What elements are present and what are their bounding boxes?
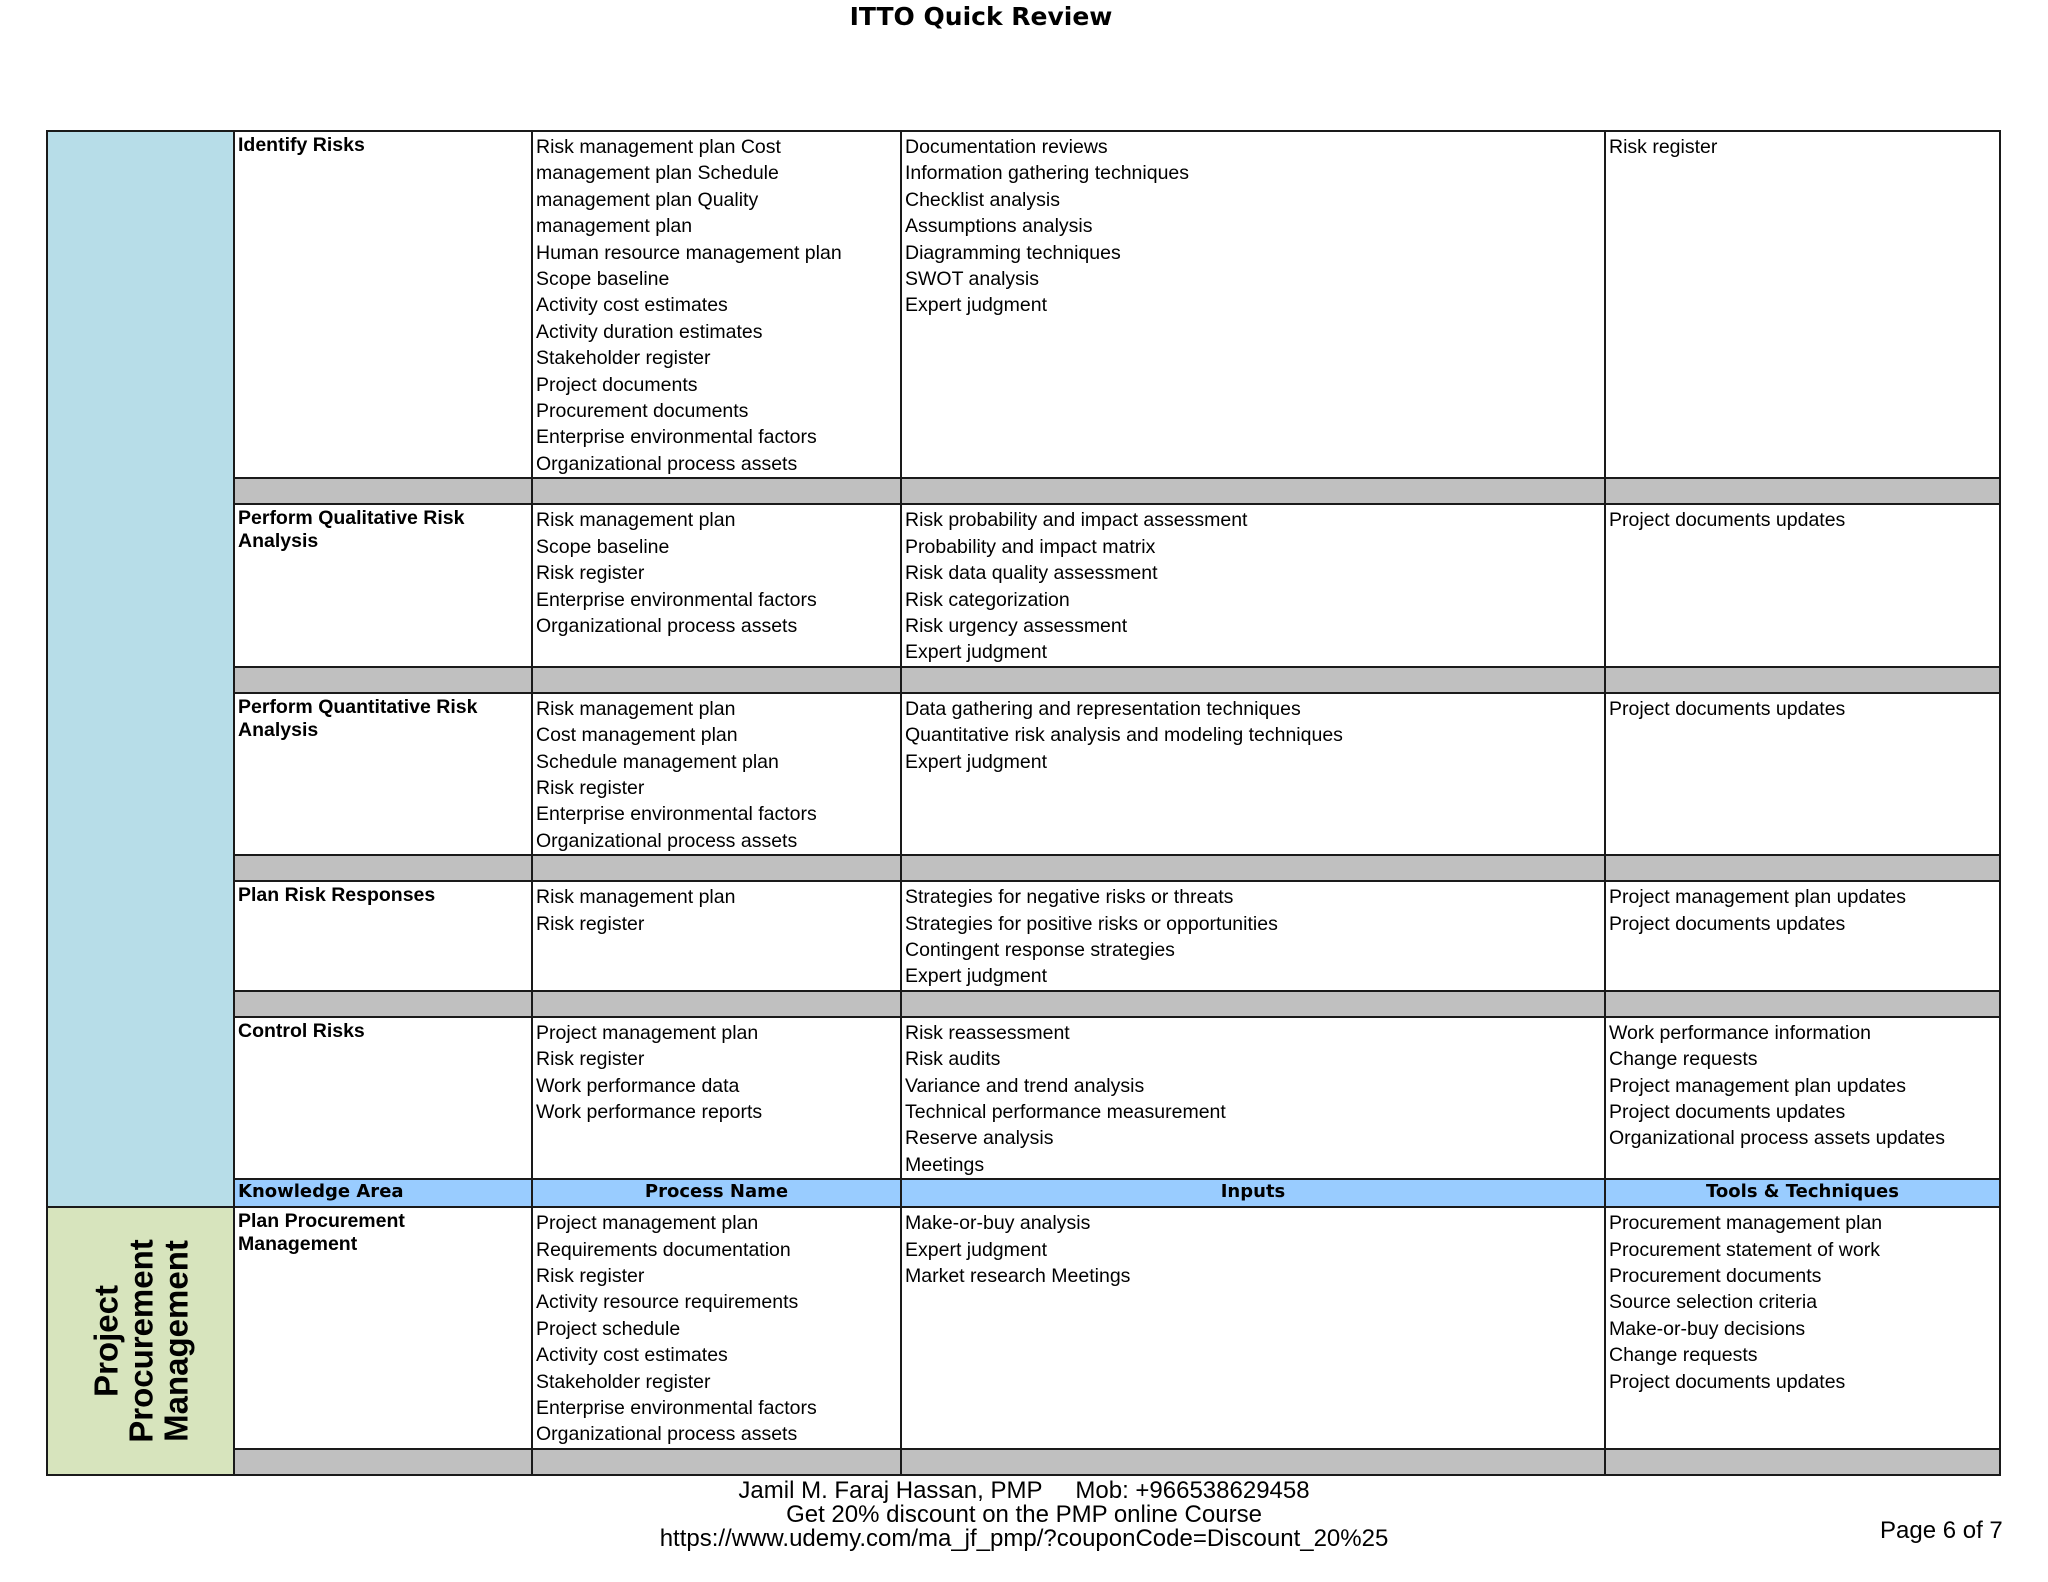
list-item: Diagramming techniques (905, 241, 1121, 264)
list-item: Project schedule (536, 1317, 681, 1340)
tools-cell (901, 131, 1605, 478)
table-row (47, 1017, 2000, 1179)
footer-url[interactable]: https://www.udemy.com/ma_jf_pmp/?couponCode=Discount_20%25 (659, 1525, 1389, 1552)
list-item: Risk register (536, 1265, 645, 1288)
list-item: Probability and impact matrix (905, 535, 1156, 558)
header-knowledge-area: Knowledge Area (234, 1179, 532, 1207)
list-item: Organizational process assets (536, 614, 798, 637)
footer-promo: Get 20% discount on the PMP online Course (786, 1501, 1262, 1528)
list-item: Organizational process assets updates (1609, 1127, 1946, 1150)
risk-knowledge-area-cell (47, 131, 234, 1207)
list-item: Scope baseline (536, 535, 670, 558)
tools-cell (901, 504, 1605, 666)
outputs-cell (1605, 1207, 2000, 1449)
list-item: Enterprise environmental factors (536, 1397, 817, 1420)
separator-row (47, 991, 2000, 1017)
list-item: Enterprise environmental factors (536, 588, 817, 611)
procurement-knowledge-area-cell (47, 1207, 234, 1475)
list-item: Risk register (536, 1048, 645, 1071)
separator-row (47, 478, 2000, 504)
separator-row (47, 855, 2000, 881)
list-item: Meetings (905, 1153, 985, 1176)
list-item: Data gathering and representation techniques (905, 697, 1301, 720)
list-item: Assumptions analysis (905, 215, 1093, 238)
inputs-cell (532, 131, 901, 478)
list-item: Expert judgment (905, 294, 1047, 317)
knowledge-area-label (88, 1239, 193, 1443)
list-item: Risk probability and impact assessment (905, 509, 1248, 532)
list-item: Procurement documents (536, 400, 749, 423)
process-name-cell: Identify Risks (234, 131, 532, 478)
list-item: management plan Schedule (536, 162, 779, 185)
list-item: Project (87, 1285, 124, 1398)
list-item: Expert judgment (905, 750, 1047, 773)
list-item: Project management plan updates (1609, 1074, 1907, 1097)
list-item: Scope baseline (536, 268, 670, 291)
inputs-cell (532, 1207, 901, 1449)
list-item: Organizational process assets (536, 1423, 798, 1446)
header-inputs: Inputs (901, 1179, 1605, 1207)
list-item: Strategies for positive risks or opportunities (905, 912, 1278, 935)
outputs-cell (1605, 504, 2000, 666)
table-row (47, 131, 2000, 478)
inputs-cell (532, 1017, 901, 1179)
process-name-cell: Plan Procurement Management (234, 1207, 532, 1449)
list-item: Risk audits (905, 1048, 1001, 1071)
table-row (47, 504, 2000, 666)
table-row (47, 693, 2000, 855)
list-item: Risk register (536, 776, 645, 799)
list-item: Risk categorization (905, 588, 1070, 611)
list-item: Enterprise environmental factors (536, 426, 817, 449)
list-item: Source selection criteria (1609, 1291, 1818, 1314)
table-row (47, 881, 2000, 991)
footer-author: Jamil M. Faraj Hassan, PMP Mob: +966538629458 (738, 1477, 1310, 1504)
list-item: Information gathering techniques (905, 162, 1190, 185)
list-item: Work performance information (1609, 1021, 1871, 1044)
list-item: Technical performance measurement (905, 1101, 1226, 1123)
list-item: Expert judgment (905, 965, 1047, 988)
list-item: Risk register (536, 562, 645, 585)
list-item: Schedule management plan (536, 750, 779, 773)
table-row (47, 1207, 2000, 1449)
list-item: Risk management plan (536, 697, 736, 720)
list-item: Organizational process assets (536, 452, 798, 475)
list-item: management plan (536, 215, 693, 238)
list-item: Reserve analysis (905, 1127, 1054, 1150)
list-item: Project documents updates (1609, 912, 1846, 935)
list-item: Project management plan (536, 1021, 759, 1044)
list-item: Change requests (1609, 1344, 1758, 1367)
list-item: Change requests (1609, 1048, 1758, 1071)
list-item: Checklist analysis (905, 188, 1060, 211)
header-process-name: Process Name (532, 1179, 901, 1207)
process-name-cell: Perform Qualitative Risk Analysis (234, 504, 532, 666)
list-item: Procurement statement of work (1609, 1238, 1880, 1261)
list-item: Procurement (122, 1239, 159, 1443)
table-header-row (47, 1179, 2000, 1207)
tools-cell (901, 881, 1605, 991)
list-item: Contingent response strategies (905, 938, 1175, 961)
list-item: Project management plan updates (1609, 886, 1907, 909)
page-title: ITTO Quick Review (849, 2, 1113, 31)
inputs-cell (532, 504, 901, 666)
tools-cell (901, 1207, 1605, 1449)
list-item: Make-or-buy analysis (905, 1212, 1091, 1235)
list-item: Procurement management plan (1609, 1212, 1883, 1235)
list-item: Project management plan (536, 1212, 759, 1235)
separator-row (47, 667, 2000, 693)
list-item: Activity cost estimates (536, 294, 728, 317)
header-tools: Tools & Techniques (1605, 1179, 2000, 1207)
list-item: Risk urgency assessment (905, 614, 1128, 637)
list-item: Procurement documents (1609, 1265, 1822, 1288)
list-item: Human resource management plan (536, 241, 842, 264)
list-item: Activity cost estimates (536, 1344, 728, 1367)
list-item: Risk register (1609, 136, 1718, 158)
itto-table (46, 130, 2001, 1476)
list-item: Project documents updates (1609, 1370, 1846, 1393)
list-item: Project documents (536, 373, 698, 396)
list-item: Documentation reviews (905, 136, 1108, 158)
inputs-cell (532, 693, 901, 855)
list-item: Risk management plan (536, 886, 736, 909)
list-item: Project documents updates (1609, 1101, 1846, 1123)
list-item: Risk management plan Cost (536, 136, 781, 158)
list-item: Organizational process assets (536, 829, 798, 852)
list-item: Variance and trend analysis (905, 1074, 1145, 1097)
list-item: management plan Quality (536, 188, 759, 211)
list-item: Market research Meetings (905, 1265, 1131, 1288)
list-item: Expert judgment (905, 1238, 1047, 1261)
inputs-cell (532, 881, 901, 991)
separator-row (47, 1449, 2000, 1475)
outputs-cell (1605, 693, 2000, 855)
list-item: Management (157, 1240, 194, 1443)
list-item: Project documents updates (1609, 509, 1846, 532)
list-item: Work performance reports (536, 1101, 763, 1123)
list-item: Activity duration estimates (536, 320, 763, 343)
page-number: Page 6 of 7 (1880, 1517, 2003, 1544)
list-item: Cost management plan (536, 724, 738, 747)
process-name-cell: Perform Quantitative Risk Analysis (234, 693, 532, 855)
list-item: Quantitative risk analysis and modeling techniques (905, 724, 1343, 747)
list-item: Strategies for negative risks or threats (905, 886, 1234, 909)
outputs-cell (1605, 1017, 2000, 1179)
list-item: Make-or-buy decisions (1609, 1317, 1806, 1340)
list-item: Work performance data (536, 1074, 740, 1097)
list-item: SWOT analysis (905, 268, 1040, 291)
list-item: Project documents updates (1609, 697, 1846, 720)
tools-cell (901, 693, 1605, 855)
process-name-cell: Plan Risk Responses (234, 881, 532, 991)
list-item: Activity resource requirements (536, 1291, 799, 1314)
tools-cell (901, 1017, 1605, 1179)
outputs-cell (1605, 131, 2000, 478)
list-item: Stakeholder register (536, 1370, 711, 1393)
list-item: Risk data quality assessment (905, 562, 1158, 585)
list-item: Requirements documentation (536, 1238, 791, 1261)
list-item: Expert judgment (905, 641, 1047, 664)
list-item: Risk reassessment (905, 1021, 1070, 1044)
list-item: Enterprise environmental factors (536, 803, 817, 826)
list-item: Risk register (536, 912, 645, 935)
list-item: Stakeholder register (536, 347, 711, 370)
list-item: Risk management plan (536, 509, 736, 532)
footer (0, 1479, 2048, 1551)
outputs-cell (1605, 881, 2000, 991)
process-name-cell: Control Risks (234, 1017, 532, 1179)
